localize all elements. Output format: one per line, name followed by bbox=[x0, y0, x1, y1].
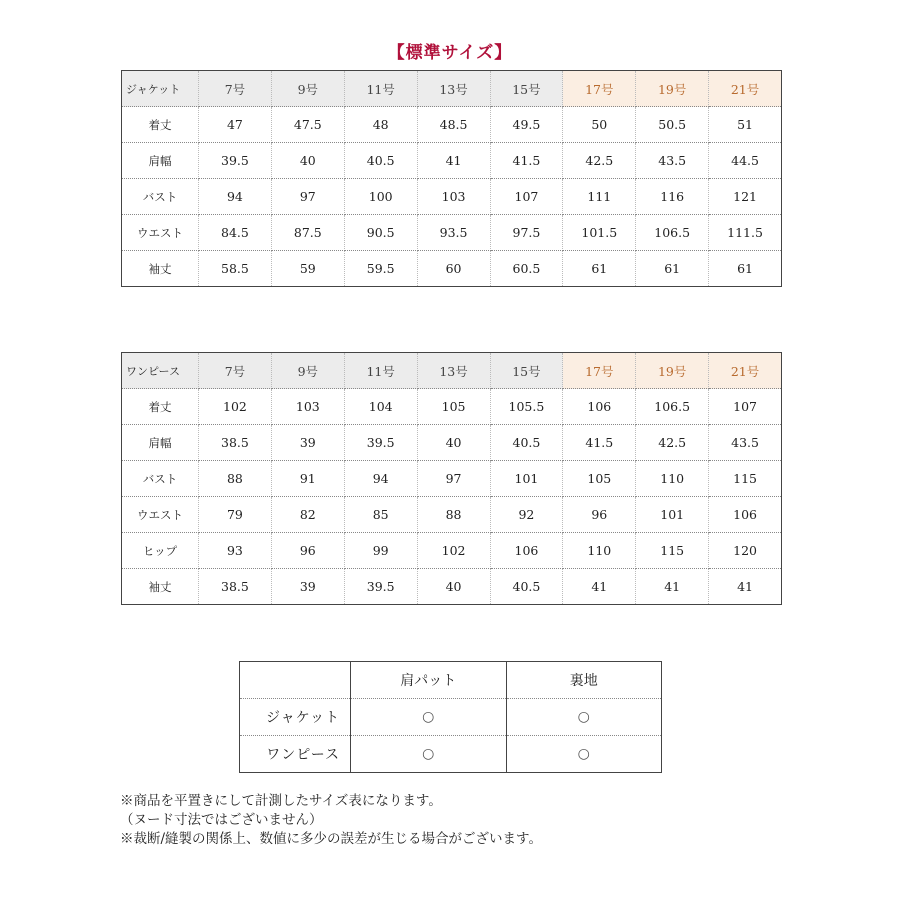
measurement-cell: 107 bbox=[490, 179, 563, 215]
jacket-size-table-body bbox=[122, 71, 782, 287]
measurement-cell: 48 bbox=[344, 107, 417, 143]
measurement-cell: 50 bbox=[563, 107, 636, 143]
header-row bbox=[240, 662, 662, 699]
measurement-cell: 92 bbox=[490, 497, 563, 533]
measurement-cell: 107 bbox=[709, 389, 782, 425]
measurement-cell: 103 bbox=[417, 179, 490, 215]
column-header: 7号 bbox=[199, 71, 272, 107]
measurement-cell: 105 bbox=[563, 461, 636, 497]
measurement-cell: 96 bbox=[271, 533, 344, 569]
column-header: 21号 bbox=[709, 353, 782, 389]
row-label: 着丈 bbox=[122, 389, 199, 425]
table-row bbox=[122, 497, 782, 533]
jacket-size-table bbox=[121, 70, 782, 287]
measurement-cell: 106.5 bbox=[636, 215, 709, 251]
measurement-cell: 60 bbox=[417, 251, 490, 287]
measurement-cell: 103 bbox=[271, 389, 344, 425]
onepiece-size-table-body bbox=[122, 353, 782, 605]
measurement-cell: 39.5 bbox=[344, 425, 417, 461]
measurement-cell: 91 bbox=[271, 461, 344, 497]
measurement-cell: 43.5 bbox=[636, 143, 709, 179]
table-row bbox=[240, 699, 662, 736]
table-corner-label: ワンピース bbox=[122, 353, 199, 389]
note-line: ※裁断/縫製の関係上、数値に多少の誤差が生じる場合がございます。 bbox=[120, 831, 542, 847]
measurement-cell: 58.5 bbox=[199, 251, 272, 287]
measurement-cell: 121 bbox=[709, 179, 782, 215]
table-row bbox=[122, 143, 782, 179]
measurement-cell: 102 bbox=[199, 389, 272, 425]
notes bbox=[120, 792, 542, 849]
availability-mark: ○ bbox=[506, 699, 662, 736]
row-label: 袖丈 bbox=[122, 251, 199, 287]
column-header: 21号 bbox=[709, 71, 782, 107]
measurement-cell: 47.5 bbox=[271, 107, 344, 143]
measurement-cell: 97.5 bbox=[490, 215, 563, 251]
table-row bbox=[122, 425, 782, 461]
table-row bbox=[122, 533, 782, 569]
column-header: 17号 bbox=[563, 71, 636, 107]
measurement-cell: 40 bbox=[271, 143, 344, 179]
header-row bbox=[122, 353, 782, 389]
measurement-cell: 41 bbox=[563, 569, 636, 605]
row-label: ウエスト bbox=[122, 215, 199, 251]
measurement-cell: 59 bbox=[271, 251, 344, 287]
column-header: 19号 bbox=[636, 71, 709, 107]
availability-mark: ○ bbox=[506, 736, 662, 773]
measurement-cell: 101.5 bbox=[563, 215, 636, 251]
row-label: バスト bbox=[122, 179, 199, 215]
row-label: ワンピース bbox=[240, 736, 351, 773]
page-title: 【標準サイズ】 bbox=[387, 43, 513, 63]
measurement-cell: 110 bbox=[563, 533, 636, 569]
measurement-cell: 115 bbox=[709, 461, 782, 497]
measurement-cell: 39.5 bbox=[199, 143, 272, 179]
column-header: 15号 bbox=[490, 71, 563, 107]
measurement-cell: 106 bbox=[709, 497, 782, 533]
measurement-cell: 97 bbox=[417, 461, 490, 497]
column-header: 13号 bbox=[417, 353, 490, 389]
measurement-cell: 41 bbox=[636, 569, 709, 605]
column-header: 13号 bbox=[417, 71, 490, 107]
table-row bbox=[122, 461, 782, 497]
table-corner-label: ジャケット bbox=[122, 71, 199, 107]
availability-mark: ○ bbox=[351, 699, 507, 736]
measurement-cell: 87.5 bbox=[271, 215, 344, 251]
row-label: ウエスト bbox=[122, 497, 199, 533]
row-label: 着丈 bbox=[122, 107, 199, 143]
measurement-cell: 106 bbox=[563, 389, 636, 425]
measurement-cell: 48.5 bbox=[417, 107, 490, 143]
table-row bbox=[122, 569, 782, 605]
measurement-cell: 101 bbox=[636, 497, 709, 533]
table-row bbox=[122, 107, 782, 143]
row-label: 肩幅 bbox=[122, 425, 199, 461]
column-header: 7号 bbox=[199, 353, 272, 389]
measurement-cell: 102 bbox=[417, 533, 490, 569]
table-row bbox=[240, 736, 662, 773]
measurement-cell: 51 bbox=[709, 107, 782, 143]
measurement-cell: 90.5 bbox=[344, 215, 417, 251]
row-label: バスト bbox=[122, 461, 199, 497]
measurement-cell: 59.5 bbox=[344, 251, 417, 287]
measurement-cell: 43.5 bbox=[709, 425, 782, 461]
measurement-cell: 42.5 bbox=[563, 143, 636, 179]
measurement-cell: 105 bbox=[417, 389, 490, 425]
measurement-cell: 106.5 bbox=[636, 389, 709, 425]
measurement-cell: 84.5 bbox=[199, 215, 272, 251]
measurement-cell: 61 bbox=[709, 251, 782, 287]
table-row bbox=[122, 179, 782, 215]
column-header: 19号 bbox=[636, 353, 709, 389]
measurement-cell: 61 bbox=[636, 251, 709, 287]
measurement-cell: 94 bbox=[199, 179, 272, 215]
measurement-cell: 38.5 bbox=[199, 569, 272, 605]
measurement-cell: 115 bbox=[636, 533, 709, 569]
column-header: 11号 bbox=[344, 353, 417, 389]
measurement-cell: 97 bbox=[271, 179, 344, 215]
measurement-cell: 100 bbox=[344, 179, 417, 215]
row-label: 肩幅 bbox=[122, 143, 199, 179]
measurement-cell: 49.5 bbox=[490, 107, 563, 143]
table-row bbox=[122, 389, 782, 425]
features-table bbox=[239, 661, 662, 773]
column-header: 17号 bbox=[563, 353, 636, 389]
column-header: 9号 bbox=[271, 353, 344, 389]
features-table-body bbox=[240, 662, 662, 773]
table-corner-label bbox=[240, 662, 351, 699]
table-row bbox=[122, 215, 782, 251]
column-header: 9号 bbox=[271, 71, 344, 107]
measurement-cell: 39 bbox=[271, 425, 344, 461]
note-line: （ヌード寸法ではございません） bbox=[120, 812, 323, 828]
header-row bbox=[122, 71, 782, 107]
measurement-cell: 116 bbox=[636, 179, 709, 215]
measurement-cell: 111 bbox=[563, 179, 636, 215]
onepiece-size-table bbox=[121, 352, 782, 605]
measurement-cell: 41.5 bbox=[490, 143, 563, 179]
measurement-cell: 39 bbox=[271, 569, 344, 605]
measurement-cell: 94 bbox=[344, 461, 417, 497]
measurement-cell: 93 bbox=[199, 533, 272, 569]
measurement-cell: 120 bbox=[709, 533, 782, 569]
measurement-cell: 50.5 bbox=[636, 107, 709, 143]
note-line: ※商品を平置きにして計測したサイズ表になります。 bbox=[120, 793, 442, 809]
measurement-cell: 38.5 bbox=[199, 425, 272, 461]
row-label: ヒップ bbox=[122, 533, 199, 569]
measurement-cell: 42.5 bbox=[636, 425, 709, 461]
row-label: ジャケット bbox=[240, 699, 351, 736]
measurement-cell: 88 bbox=[417, 497, 490, 533]
measurement-cell: 60.5 bbox=[490, 251, 563, 287]
row-label: 袖丈 bbox=[122, 569, 199, 605]
measurement-cell: 40 bbox=[417, 569, 490, 605]
measurement-cell: 79 bbox=[199, 497, 272, 533]
measurement-cell: 44.5 bbox=[709, 143, 782, 179]
measurement-cell: 93.5 bbox=[417, 215, 490, 251]
measurement-cell: 88 bbox=[199, 461, 272, 497]
measurement-cell: 104 bbox=[344, 389, 417, 425]
measurement-cell: 96 bbox=[563, 497, 636, 533]
measurement-cell: 85 bbox=[344, 497, 417, 533]
measurement-cell: 40 bbox=[417, 425, 490, 461]
measurement-cell: 110 bbox=[636, 461, 709, 497]
measurement-cell: 105.5 bbox=[490, 389, 563, 425]
measurement-cell: 41.5 bbox=[563, 425, 636, 461]
measurement-cell: 39.5 bbox=[344, 569, 417, 605]
measurement-cell: 47 bbox=[199, 107, 272, 143]
measurement-cell: 111.5 bbox=[709, 215, 782, 251]
column-header: 15号 bbox=[490, 353, 563, 389]
availability-mark: ○ bbox=[351, 736, 507, 773]
measurement-cell: 41 bbox=[417, 143, 490, 179]
measurement-cell: 41 bbox=[709, 569, 782, 605]
measurement-cell: 40.5 bbox=[490, 425, 563, 461]
measurement-cell: 40.5 bbox=[344, 143, 417, 179]
measurement-cell: 99 bbox=[344, 533, 417, 569]
column-header: 肩パット bbox=[351, 662, 507, 699]
column-header: 裏地 bbox=[506, 662, 662, 699]
column-header: 11号 bbox=[344, 71, 417, 107]
measurement-cell: 101 bbox=[490, 461, 563, 497]
table-row bbox=[122, 251, 782, 287]
measurement-cell: 40.5 bbox=[490, 569, 563, 605]
measurement-cell: 82 bbox=[271, 497, 344, 533]
measurement-cell: 61 bbox=[563, 251, 636, 287]
measurement-cell: 106 bbox=[490, 533, 563, 569]
